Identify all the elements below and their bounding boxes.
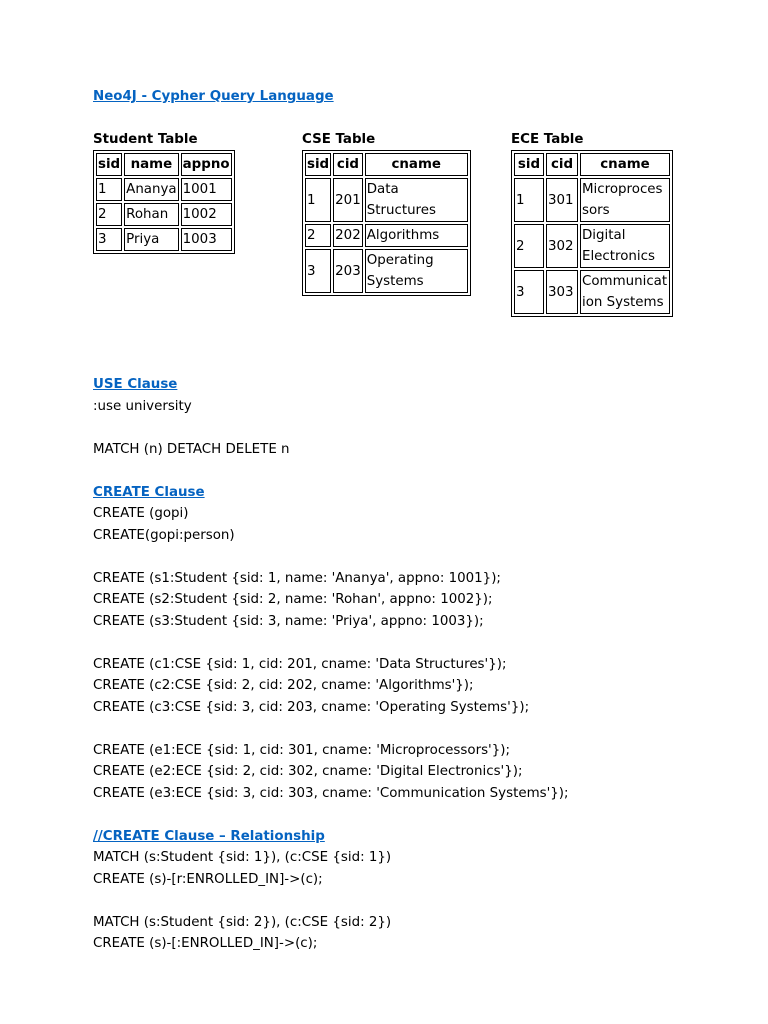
table-cell: Data Structures bbox=[365, 178, 468, 222]
table-cell: 1 bbox=[96, 178, 122, 201]
code-line: MATCH (s:Student {sid: 2}), (c:CSE {sid: 2}) bbox=[93, 914, 392, 930]
table-row bbox=[305, 224, 468, 247]
blank-line bbox=[93, 804, 733, 826]
table-cell: 3 bbox=[96, 228, 122, 251]
table-cell: 2 bbox=[305, 224, 331, 247]
table-cell: 3 bbox=[305, 249, 331, 293]
code-line: CREATE (s2:Student {sid: 2, name: 'Rohan', appno: 1002}); bbox=[93, 592, 493, 607]
column-header: cname bbox=[365, 153, 468, 176]
code-line: CREATE (e3:ECE {sid: 3, cid: 303, cname: 'Communication Systems'}); bbox=[93, 785, 569, 801]
table-cell: 1001 bbox=[181, 178, 232, 201]
blank-line bbox=[93, 632, 733, 654]
ece-table-block bbox=[511, 129, 673, 317]
code-line: MATCH (n) DETACH DELETE n bbox=[93, 441, 290, 457]
code-line: CREATE (s)-[:ENROLLED_IN]->(c); bbox=[93, 936, 318, 951]
code-line: CREATE (c2:CSE {sid: 2, cid: 202, cname: 'Algorithms'}); bbox=[93, 678, 474, 693]
table-row bbox=[96, 228, 232, 251]
code-line: CREATE (c3:CSE {sid: 3, cid: 203, cname: 'Operating Systems'}); bbox=[93, 699, 530, 715]
table-cell: 302 bbox=[546, 224, 578, 268]
column-header: cname bbox=[580, 153, 670, 176]
ece-table-caption: ECE Table bbox=[511, 132, 584, 147]
table-cell: Operating Systems bbox=[365, 249, 468, 293]
column-header: name bbox=[124, 153, 178, 176]
table-cell: 301 bbox=[546, 178, 578, 222]
code-line: CREATE (e1:ECE {sid: 1, cid: 301, cname: 'Microprocessors'}); bbox=[93, 742, 510, 758]
table-cell: 1003 bbox=[181, 228, 232, 251]
table-cell: Algorithms bbox=[365, 224, 468, 247]
table-row bbox=[96, 203, 232, 226]
student-table-block bbox=[93, 129, 235, 254]
table-cell: Ananya bbox=[124, 178, 178, 201]
document-page bbox=[93, 86, 733, 955]
table-cell: 1 bbox=[514, 178, 544, 222]
table-row bbox=[305, 178, 468, 222]
doc-title-link[interactable]: Neo4J - Cypher Query Language bbox=[93, 89, 334, 104]
cse-table-block bbox=[302, 129, 471, 296]
blank-line bbox=[93, 417, 733, 439]
code-line: CREATE (gopi) bbox=[93, 506, 189, 521]
table-cell: Priya bbox=[124, 228, 178, 251]
code-line: CREATE (s)-[r:ENROLLED_IN]->(c); bbox=[93, 871, 323, 887]
column-header: cid bbox=[333, 153, 363, 176]
tables-row bbox=[93, 129, 733, 374]
column-header: sid bbox=[514, 153, 544, 176]
use-clause-heading-link[interactable]: USE Clause bbox=[93, 377, 178, 392]
student-table-caption: Student Table bbox=[93, 132, 198, 147]
table-header-row bbox=[514, 153, 670, 176]
blank-line bbox=[93, 546, 733, 568]
code-line: :use university bbox=[93, 398, 192, 414]
table-row bbox=[96, 178, 232, 201]
table-cell: Digital Electronics bbox=[580, 224, 670, 268]
blank-line bbox=[93, 890, 733, 912]
table-cell: 3 bbox=[514, 270, 544, 314]
column-header: sid bbox=[305, 153, 331, 176]
table-cell: Communication Systems bbox=[580, 270, 670, 314]
table-row bbox=[305, 249, 468, 293]
table-cell: 2 bbox=[514, 224, 544, 268]
code-line: MATCH (s:Student {sid: 1}), (c:CSE {sid: 1}) bbox=[93, 850, 392, 865]
column-header: appno bbox=[181, 153, 232, 176]
cse-table bbox=[302, 150, 471, 296]
table-cell: Rohan bbox=[124, 203, 178, 226]
table-header-row bbox=[96, 153, 232, 176]
table-cell: 303 bbox=[546, 270, 578, 314]
table-cell: 201 bbox=[333, 178, 363, 222]
student-table bbox=[93, 150, 235, 254]
code-line: CREATE (s3:Student {sid: 3, name: 'Priya', appno: 1003}); bbox=[93, 613, 484, 629]
code-line: CREATE (e2:ECE {sid: 2, cid: 302, cname: 'Digital Electronics'}); bbox=[93, 764, 523, 779]
code-line: CREATE (c1:CSE {sid: 1, cid: 201, cname: 'Data Structures'}); bbox=[93, 656, 507, 672]
column-header: sid bbox=[96, 153, 122, 176]
table-cell: 202 bbox=[333, 224, 363, 247]
table-row bbox=[514, 270, 670, 314]
blank-line bbox=[93, 718, 733, 740]
relationship-heading-link[interactable]: //CREATE Clause – Relationship bbox=[93, 828, 325, 844]
blank-line bbox=[93, 460, 733, 482]
table-cell: 203 bbox=[333, 249, 363, 293]
table-row bbox=[514, 178, 670, 222]
table-row bbox=[514, 224, 670, 268]
create-clause-heading-link[interactable]: CREATE Clause bbox=[93, 484, 205, 500]
table-header-row bbox=[305, 153, 468, 176]
column-header: cid bbox=[546, 153, 578, 176]
code-line: CREATE (s1:Student {sid: 1, name: 'Ananya', appno: 1001}); bbox=[93, 570, 501, 586]
ece-table bbox=[511, 150, 673, 317]
code-line: CREATE(gopi:person) bbox=[93, 527, 235, 543]
table-cell: 2 bbox=[96, 203, 122, 226]
table-cell: 1002 bbox=[181, 203, 232, 226]
cse-table-caption: CSE Table bbox=[302, 132, 376, 147]
table-cell: 1 bbox=[305, 178, 331, 222]
table-cell: Microprocessors bbox=[580, 178, 670, 222]
